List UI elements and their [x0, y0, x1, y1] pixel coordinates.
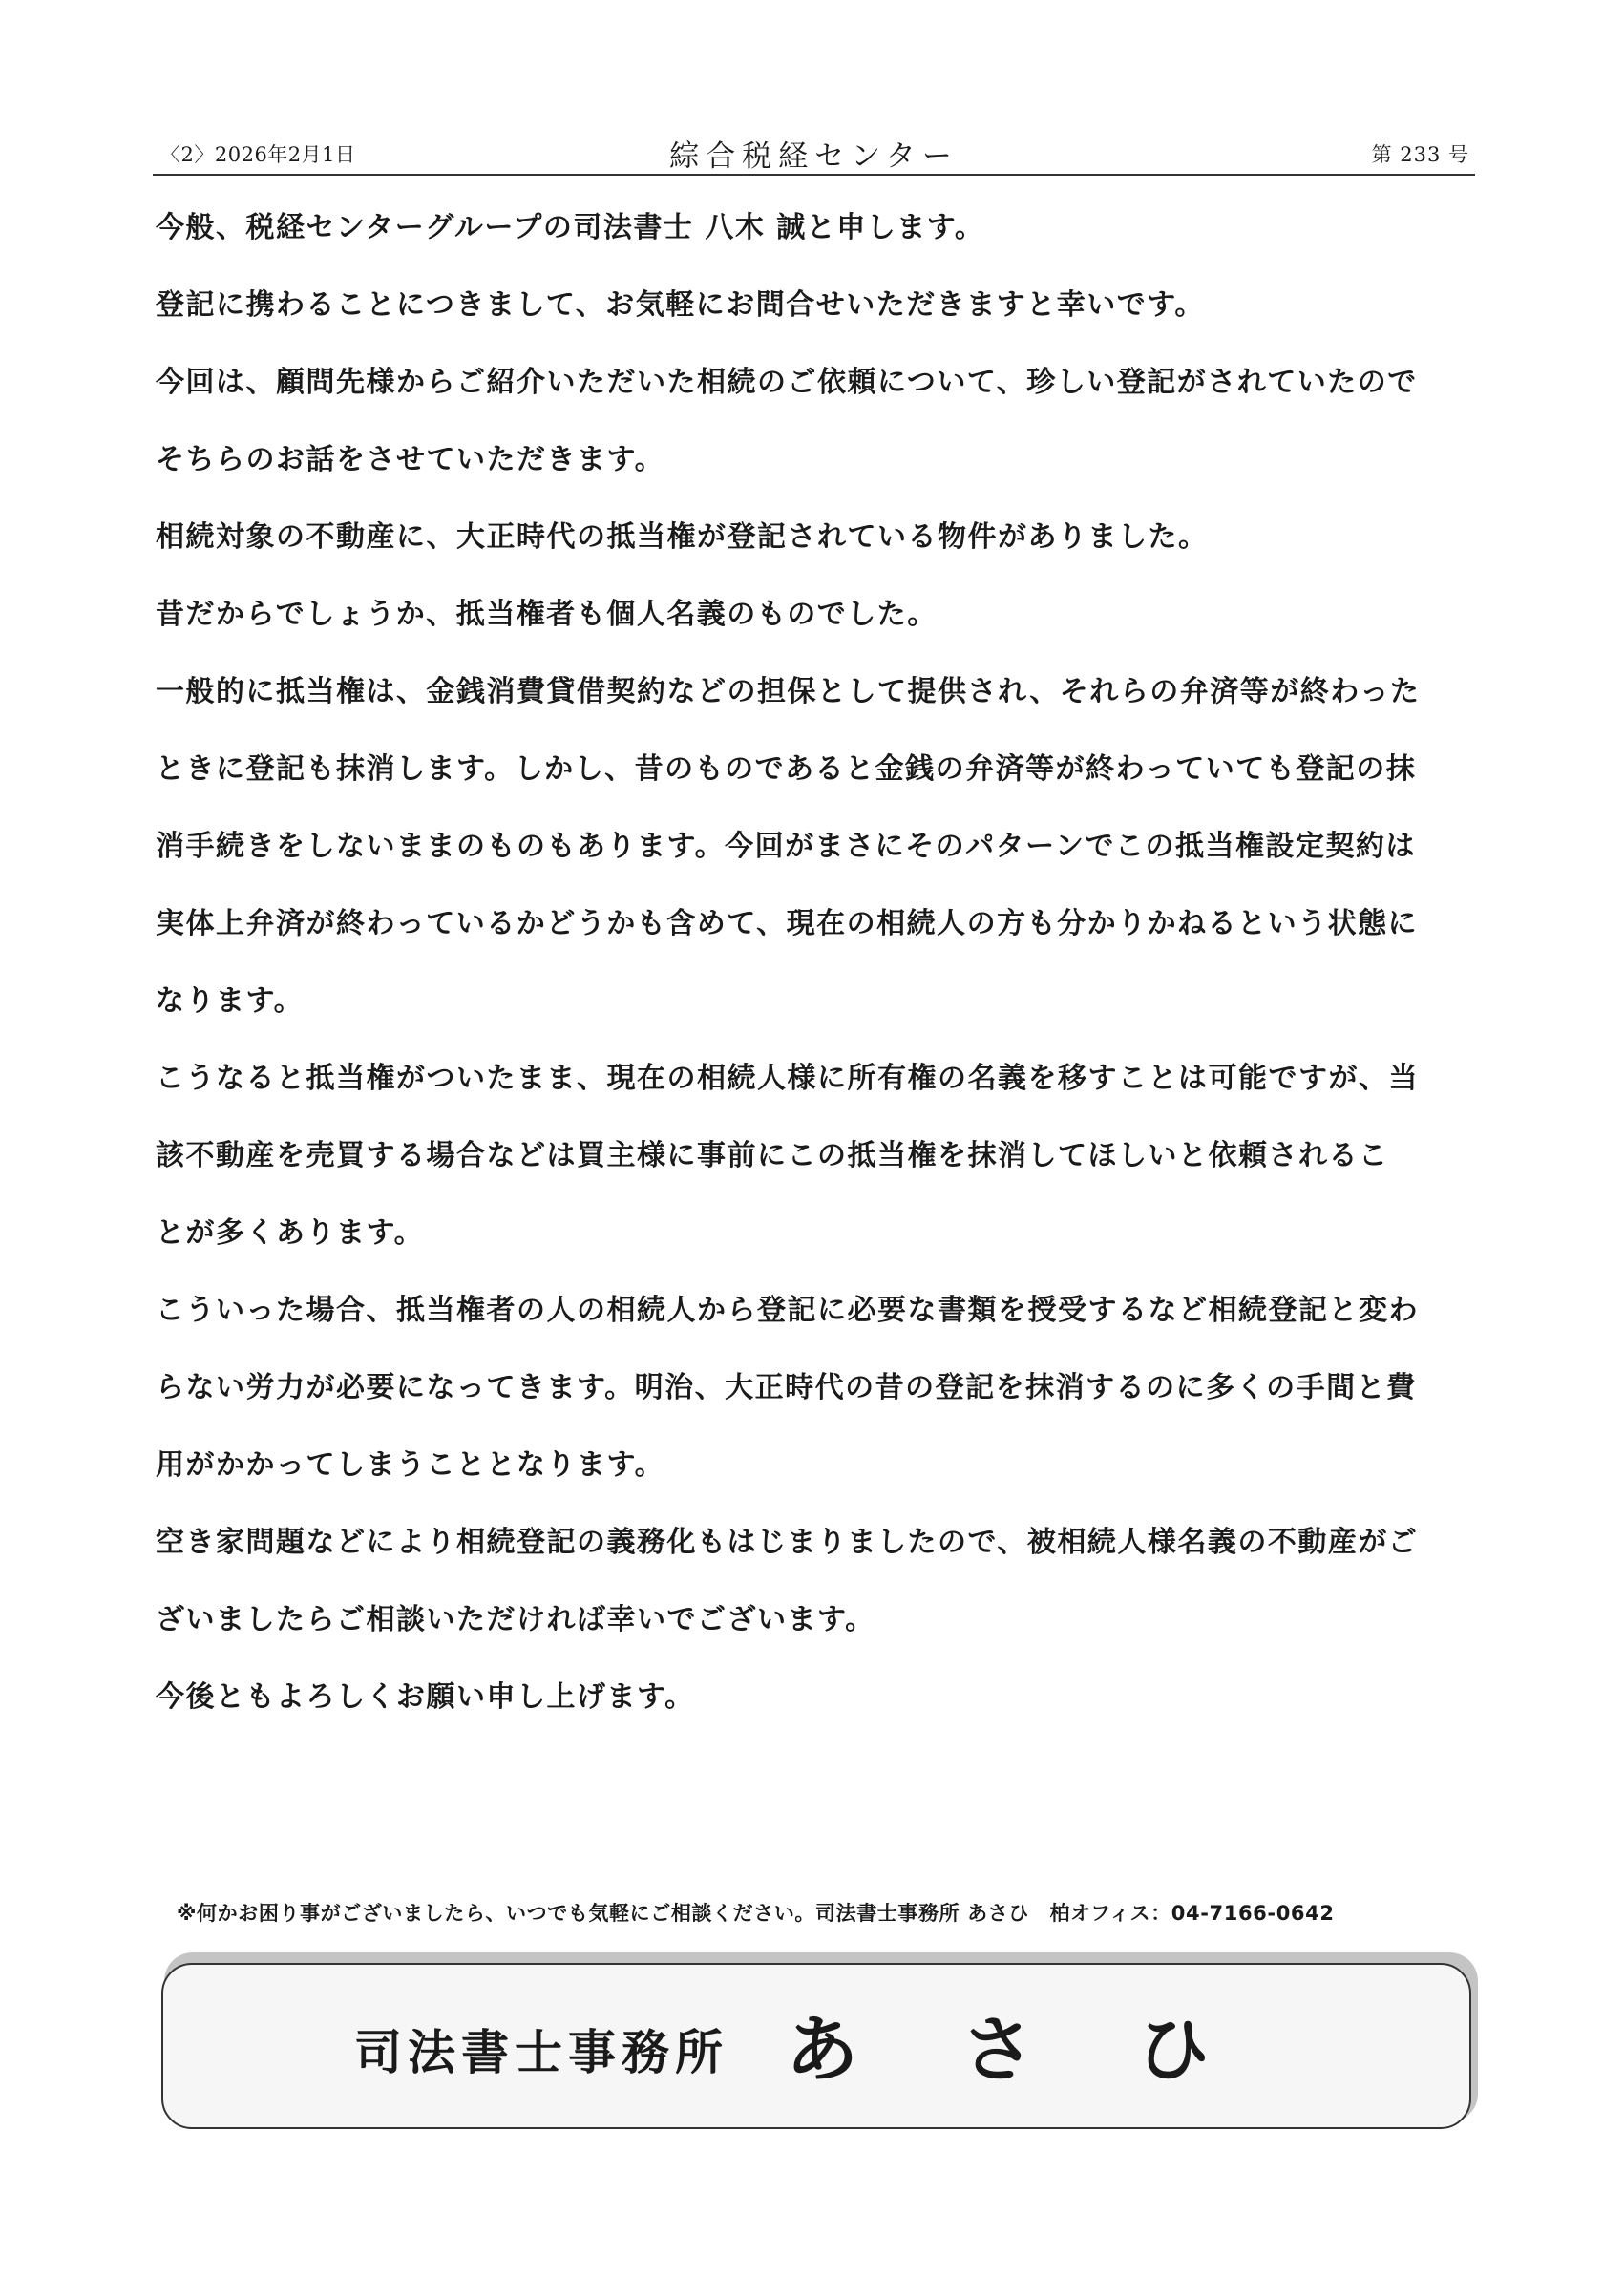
article-line: とが多くあります。 — [156, 1216, 425, 1250]
article-line: そちらのお話をさせていただきます。 — [156, 443, 665, 476]
issue-date: 〈2〉2026年2月1日 — [160, 143, 356, 166]
article-body — [156, 189, 1478, 1736]
article-line: 用がかかってしまうこととなります。 — [156, 1448, 665, 1482]
article-line: 昔だからでしょうか、抵当権者も個人名義のものでした。 — [156, 598, 938, 631]
office-banner — [161, 1963, 1471, 2129]
page-header — [153, 132, 1475, 176]
article-line: こういった場合、抵当権者の人の相続人から登記に必要な書類を授受するなど相続登記と変わ — [156, 1294, 1419, 1327]
article-line: 消手続きをしないままのものもあります。今回がまさにそのパターンでこの抵当権設定契約は — [156, 830, 1416, 863]
article-line: 相続対象の不動産に、大正時代の抵当権が登記されている物件がありました。 — [156, 520, 1209, 554]
office-name: あさひ — [786, 2007, 1313, 2092]
article-line: 空き家問題などにより相続登記の義務化もはじまりましたので、被相続人様名義の不動産がご — [156, 1526, 1419, 1559]
publication-title: 綜合税経センター — [669, 139, 959, 174]
contact-notice: ※何かお困り事がございましたら、いつでも気軽にご相談ください。司法書士事務所 あさひ 柏オフィス：04-7166-0642 — [177, 1902, 1335, 1925]
article-line: 一般的に抵当権は、金銭消費貸借契約などの担保として提供され、それらの弁済等が終わった — [156, 675, 1421, 708]
office-label: 司法書士事務所 — [354, 2024, 728, 2080]
article-line: 登記に携わることにつきまして、お気軽にお問合せいただきますと幸いです。 — [156, 288, 1205, 322]
article-line: ざいましたらご相談いただければ幸いでございます。 — [156, 1603, 875, 1636]
article-line: 該不動産を売買する場合などは買主様に事前にこの抵当権を抹消してほしいと依頼されるこ — [156, 1139, 1389, 1172]
article-line: 今後ともよろしくお願い申し上げます。 — [156, 1680, 695, 1714]
article-line: 実体上弁済が終わっているかどうかも含めて、現在の相続人の方も分かりかねるという状態に — [156, 907, 1419, 940]
article-line: なります。 — [156, 984, 305, 1018]
article-line: 今般、税経センターグループの司法書士 八木 誠と申します。 — [156, 211, 985, 244]
article-line: ときに登記も抹消します。しかし、昔のものであると金銭の弁済等が終わっていても登記の抹 — [156, 752, 1417, 786]
article-line: こうなると抵当権がついたまま、現在の相続人様に所有権の名義を移すことは可能ですが、当 — [156, 1062, 1419, 1095]
article-line: 今回は、顧問先様からご紹介いただいた相続のご依頼について、珍しい登記がされていたので — [156, 366, 1418, 399]
issue-number: 第 233 号 — [1371, 143, 1469, 166]
article-line: らない労力が必要になってきます。明治、大正時代の昔の登記を抹消するのに多くの手間と費 — [156, 1371, 1417, 1404]
